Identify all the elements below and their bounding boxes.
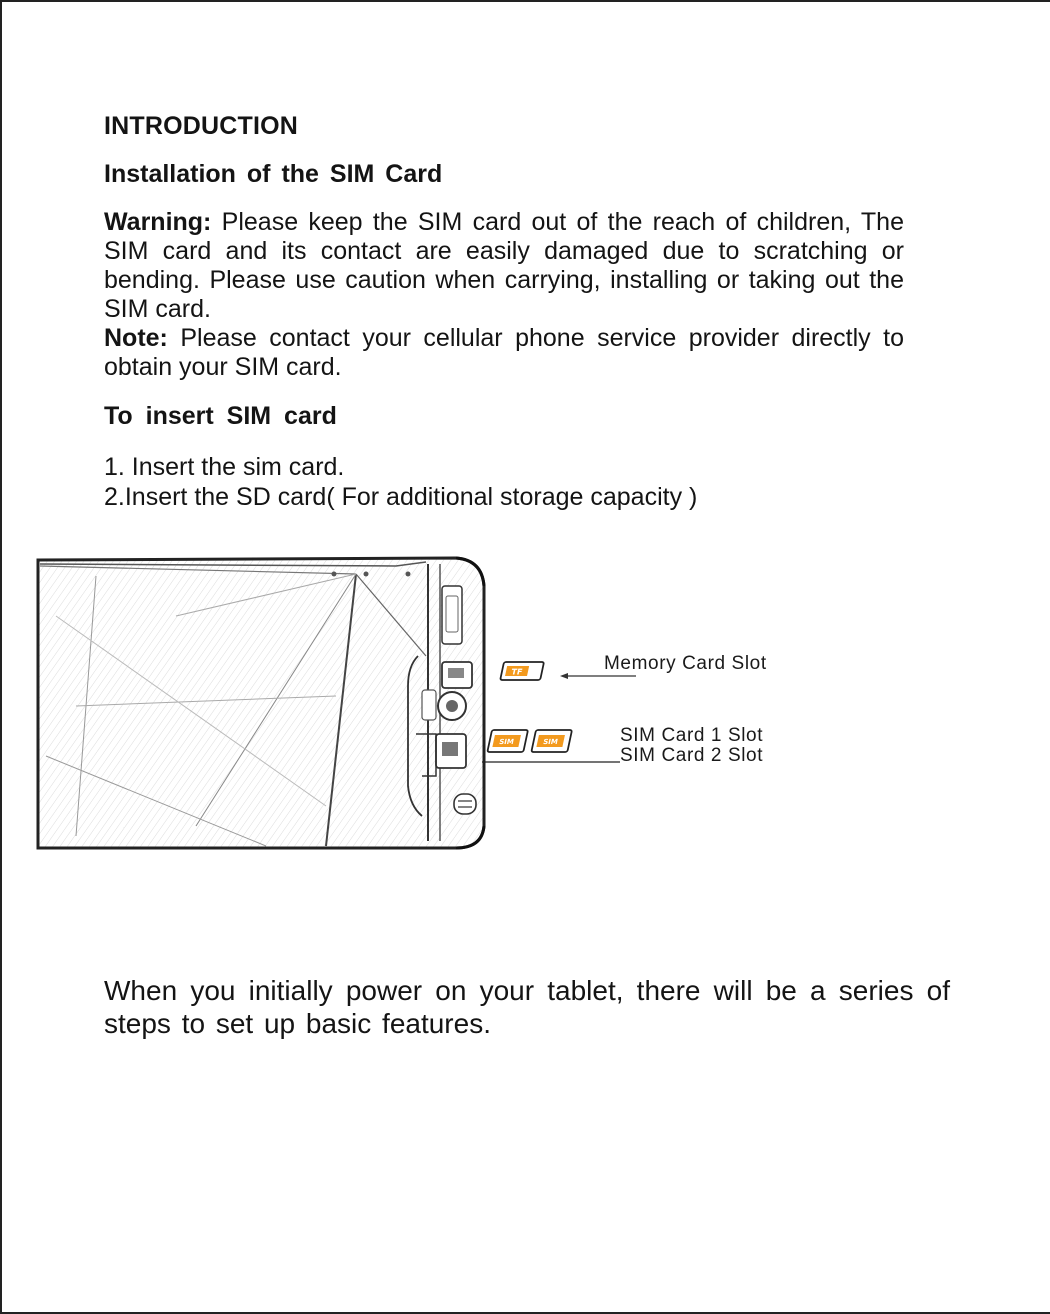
warning-text: Please keep the SIM card out of the reach of children, The SIM card and its contact are easily damaged due to scratching or bending. Please use caution when carrying, installing or taking out the SIM card. — [104, 208, 904, 323]
heading-installation: Installation of the SIM Card — [104, 160, 443, 188]
tablet-slot-figure — [36, 556, 836, 852]
warning-label: Warning: — [104, 208, 212, 236]
sim-card-icon — [487, 730, 528, 752]
tablet-illustration — [36, 556, 836, 852]
tf-card-text: TF — [510, 666, 524, 677]
step-item: 2.Insert the SD card( For additional storage capacity ) — [104, 483, 698, 511]
sim-card-text: SIM — [498, 737, 515, 746]
sim-card-text: SIM — [542, 737, 559, 746]
heading-insert-sim: To insert SIM card — [104, 402, 337, 430]
note-paragraph — [104, 324, 904, 382]
steps-list — [104, 452, 924, 512]
warning-note-paragraph — [104, 208, 904, 382]
tf-card-icon — [500, 662, 544, 680]
step-item: 1. Insert the sim card. — [104, 453, 345, 481]
sim-card-1-slot-label: SIM Card 1 Slot — [620, 725, 764, 746]
heading-introduction: INTRODUCTION — [104, 112, 299, 140]
warning-paragraph — [104, 208, 904, 324]
note-text: Please contact your cellular phone service provider directly to obtain your SIM card. — [104, 324, 904, 381]
memory-card-slot-label: Memory Card Slot — [604, 653, 767, 674]
sim-card-2-slot-label: SIM Card 2 Slot — [620, 745, 764, 766]
sim-card-icon — [531, 730, 572, 752]
note-label: Note: — [104, 324, 168, 352]
tablet-body — [38, 558, 484, 848]
setup-intro-paragraph: When you initially power on your tablet, there will be a series of steps to set up basic features. — [104, 975, 950, 1039]
